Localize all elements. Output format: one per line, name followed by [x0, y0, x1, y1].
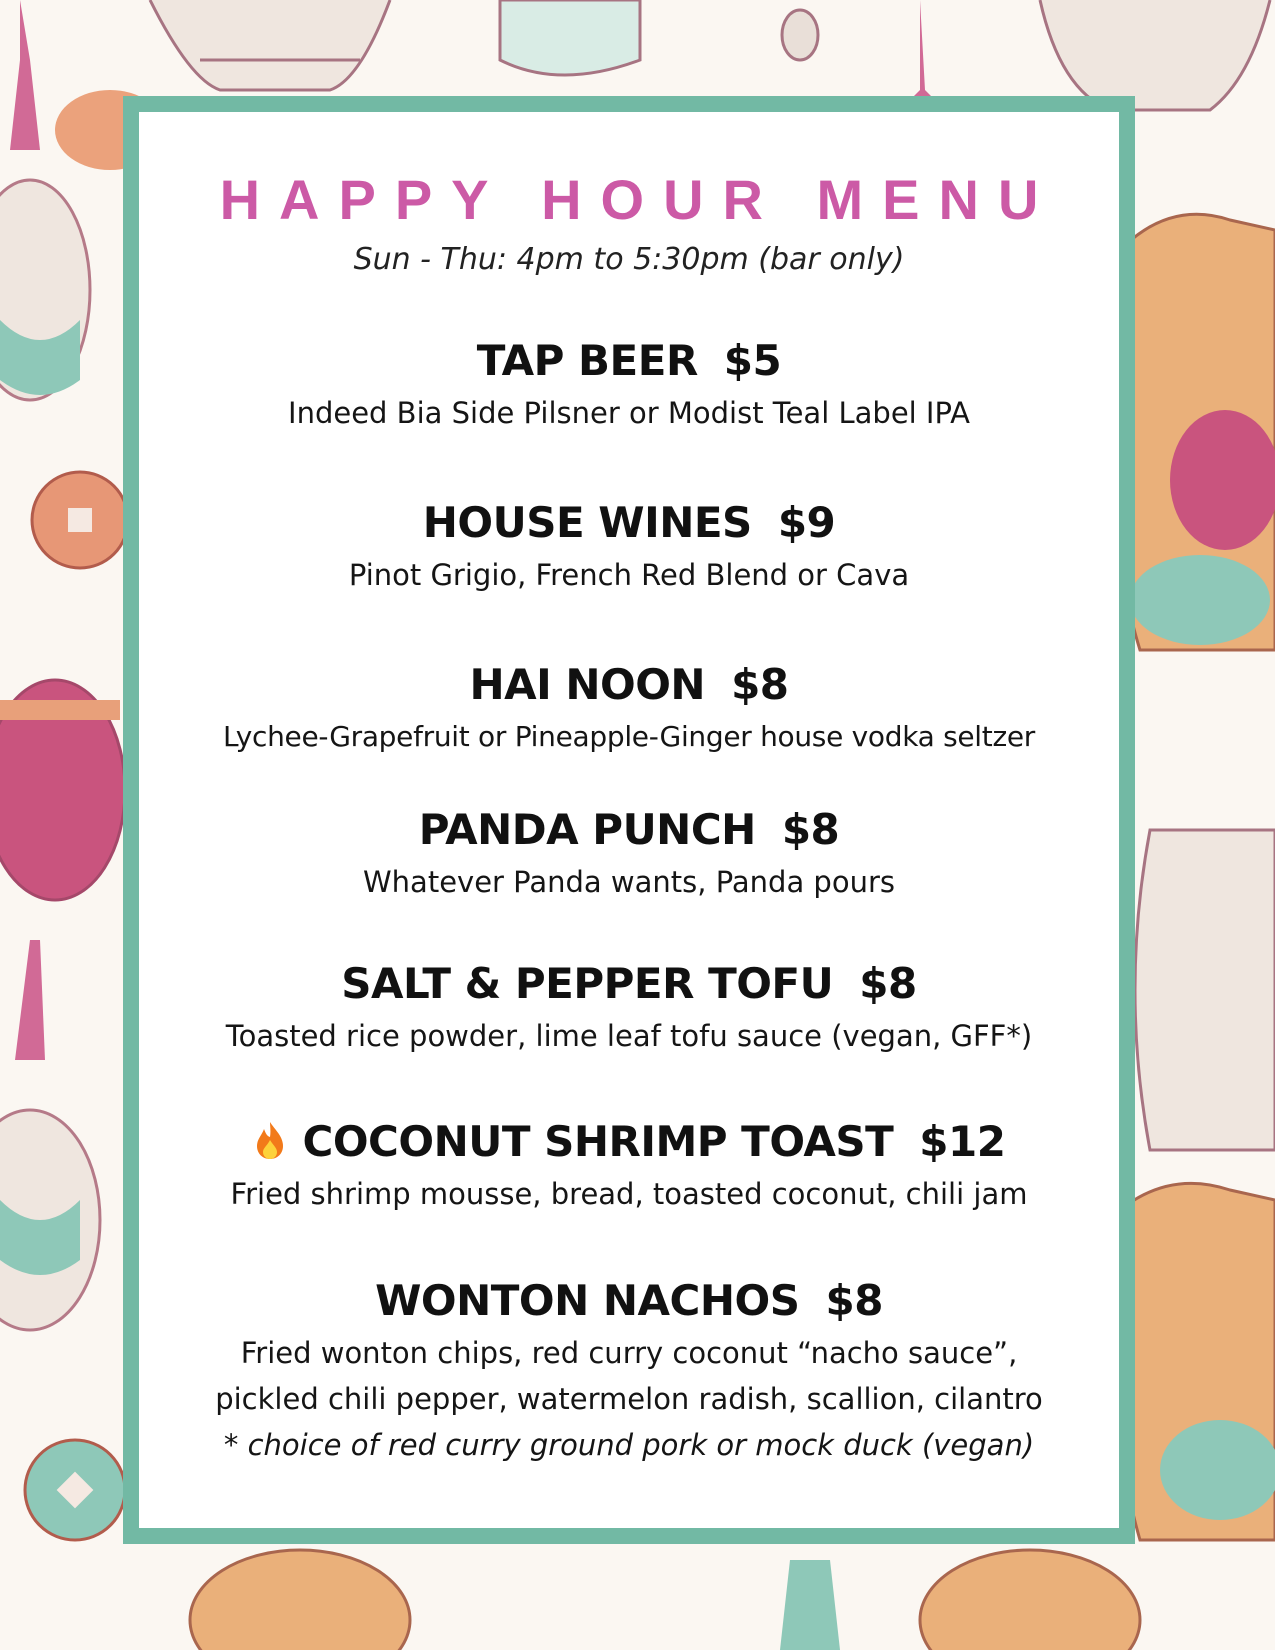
lucky-cat-illustration: [1117, 1183, 1275, 1540]
cat-paw-illustration: [920, 1550, 1140, 1650]
spoon-illustration: [782, 10, 818, 60]
menu-item-description: pickled chili pepper, watermelon radish, scallion, cilantro: [215, 1382, 1043, 1416]
menu-item-price: $8: [825, 1276, 883, 1325]
menu-item-name: HOUSE WINES: [422, 498, 752, 547]
menu-item-description: Pinot Grigio, French Red Blend or Cava: [348, 558, 910, 592]
menu-item-description: Whatever Panda wants, Panda pours: [363, 865, 895, 899]
menu-item-name: SALT & PEPPER TOFU: [341, 959, 834, 1008]
menu-item-heading: [139, 959, 1119, 1009]
cat-paw-illustration: [190, 1550, 410, 1650]
page-title: HAPPY HOUR MENU: [219, 168, 1058, 231]
menu-item-name: PANDA PUNCH: [418, 805, 756, 854]
menu-item-house-wines: [139, 498, 1119, 598]
menu-item-description: Lychee-Grapefruit or Pineapple-Ginger house vodka seltzer: [222, 720, 1035, 753]
menu-item-tap-beer: [139, 336, 1119, 436]
menu-item-name: TAP BEER: [476, 336, 698, 385]
tassel-illustration: [910, 0, 935, 100]
tassel-illustration: [780, 1560, 840, 1650]
menu-item-description: Fried wonton chips, red curry coconut “nacho sauce”,: [240, 1336, 1018, 1370]
tassel-illustration: [10, 0, 40, 150]
flame-icon: [253, 1120, 287, 1160]
menu-card: [123, 96, 1135, 1544]
menu-item-heading: [139, 805, 1119, 855]
menu-item-price: $8: [731, 660, 789, 709]
menu-item-salt-pepper-tofu: [139, 959, 1119, 1059]
menu-item-price: $9: [777, 498, 836, 547]
lantern-illustration: [1135, 830, 1275, 1150]
menu-item-heading: [139, 498, 1119, 548]
menu-item-price: $8: [781, 805, 840, 854]
menu-item-name: WONTON NACHOS: [375, 1276, 800, 1325]
menu-item-price: $5: [723, 336, 782, 385]
menu-item-description: Toasted rice powder, lime leaf tofu sauce (vegan, GFF*): [225, 1019, 1033, 1053]
lantern-illustration: [1040, 0, 1270, 110]
lantern-illustration: [150, 0, 390, 90]
jar-illustration: [500, 0, 640, 75]
menu-item-note: * choice of red curry ground pork or mock duck (vegan): [223, 1428, 1035, 1462]
tassel-illustration: [15, 940, 45, 1060]
menu-item-hai-noon: [139, 660, 1119, 760]
lucky-cat-illustration: [1117, 214, 1275, 650]
menu-item-heading: [139, 1117, 1119, 1167]
menu-item-heading: [139, 660, 1119, 710]
menu-item-description: Indeed Bia Side Pilsner or Modist Teal Label IPA: [288, 396, 970, 430]
menu-item-price: $8: [859, 959, 917, 1008]
menu-item-coconut-shrimp-toast: [139, 1117, 1119, 1217]
menu-item-wonton-nachos: [139, 1276, 1119, 1468]
menu-item-name: COCONUT SHRIMP TOAST: [302, 1117, 894, 1166]
menu-item-description: Fried shrimp mousse, bread, toasted coconut, chili jam: [230, 1177, 1028, 1211]
menu-item-heading: [139, 1276, 1119, 1326]
menu-item-heading: [139, 336, 1119, 386]
hours-subtitle: Sun - Thu: 4pm to 5:30pm (bar only): [353, 242, 905, 277]
menu-item-price: $12: [919, 1117, 1006, 1166]
menu-item-name: HAI NOON: [469, 660, 706, 709]
menu-item-panda-punch: [139, 805, 1119, 905]
